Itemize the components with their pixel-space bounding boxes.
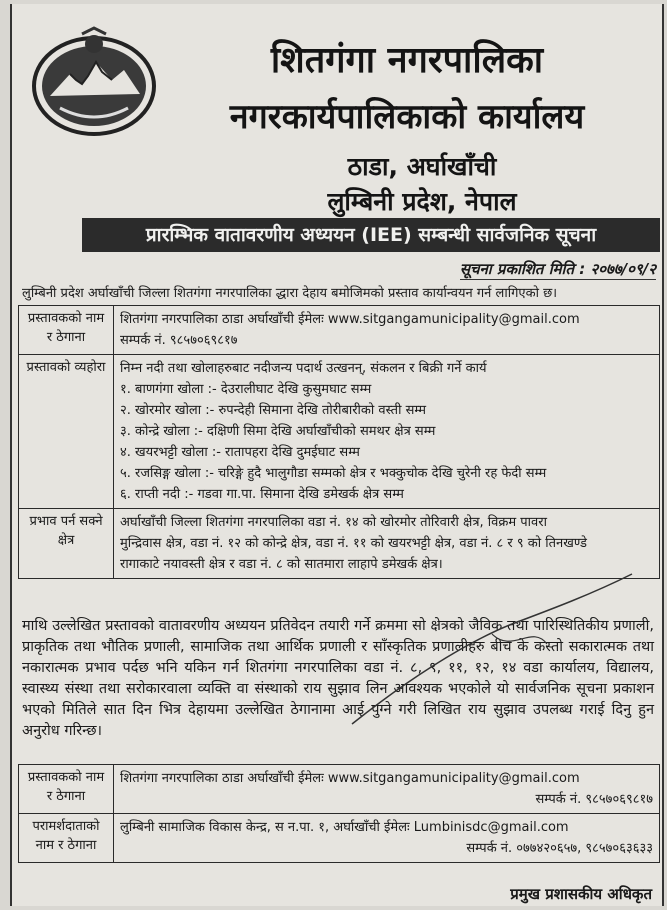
main-paragraph: माथि उल्लेखित प्रस्तावको वातावरणीय अध्ययन प्रतिवेदन तयारी गर्ने क्रममा सो क्षेत्रको जैविक तथा पारिस्थितिकीय प्रणाली, प्राकृतिक तथा भौतिक प्रणाली, सामाजिक तथा आर्थिक प्रणाली र साँस्कृतिक प्रणालीहरु बीच के कस्तो सकारात्मक तथा नकारात्मक प्रभाव पर्दछ भनि यकिन गर्न शितगंगा नगरपालिका वडा नं. ८, ९, ११, १२, १४ वडा कार्यालय, विद्यालय, स्वास्थ्य संस्था तथा सरोकारवाला व्यक्ति वा संस्थाको राय सुझाव लिन आवश्यक भएकोले यो सार्वजनिक सूचना प्रकाशन भएको मितिले सात दिन भित्र देहायमा उल्लेखित ठेगानामा आई पुग्ने गरी लिखित राय सुझाव उपलब्ध गराई दिनु हुन अनुरोध गरिन्छ। (22, 618, 654, 739)
content-line: ५. रजसिङ्ग खोला :- चरिङ्गे हुदै भालुगौडा सम्मको क्षेत्र र भक्कुचोक देखि चुरेनी रह फेदी सम्म (120, 466, 547, 481)
proposal-details-table (18, 305, 660, 579)
content-line: १. बाणगंगा खोला :- देउरालीघाट देखि कुसुमघाट सम्म (120, 382, 372, 397)
content-line: शितगंगा नगरपालिका ठाडा अर्घाखाँची ईमेलः www.sitgangamunicipality@gmail.com (120, 312, 580, 327)
row-label: प्रस्तावको व्यहोरा (19, 355, 114, 509)
content-line: मुन्द्रिवास क्षेत्र, वडा नं. १२ को कोन्द्रे क्षेत्र, वडा नं. ११ को खयरभट्टी क्षेत्र, वडा नं. ८ र ९ को तिनखण्डे (120, 536, 587, 551)
intro-text: लुम्बिनी प्रदेश अर्घाखाँची जिल्ला शितगंगा नगरपालिका द्धारा देहाय बमोजिमको प्रस्ताव कार्यान्वयन गर्न लागिएको छ। (22, 286, 558, 301)
table-row (19, 306, 660, 355)
row-label: प्रस्तावकको नाम र ठेगाना (19, 765, 114, 814)
table-row (19, 765, 660, 814)
row-content (114, 509, 660, 579)
content-line: ६. राप्ती नदी :- गडवा गा.पा. सिमाना देखि डमेखर्क क्षेत्र सम्म (120, 487, 404, 502)
header (12, 4, 662, 214)
office-location: ठाडा, अर्घाखाँची (347, 152, 497, 181)
contact-table (18, 764, 660, 863)
table-row (19, 509, 660, 579)
province-country: लुम्बिनी प्रदेश, नेपाल (327, 187, 517, 216)
content-line: लुम्बिनी सामाजिक विकास केन्द्र, स न.पा. १, अर्घाखाँची ईमेलः Lumbinisdc@gmail.com (120, 820, 569, 835)
row-label: प्रभाव पर्न सक्ने क्षेत्र (19, 509, 114, 579)
content-line: सम्पर्क नं. ९८५७०६९८१७ (535, 792, 653, 807)
content-line: रागाकाटे नयावस्ती क्षेत्र र वडा नं. ८ को सातमारा लाहापे डमेखर्क क्षेत्र। (120, 557, 443, 572)
row-content (114, 355, 660, 509)
municipality-name: शितगंगा नगरपालिका (270, 40, 544, 81)
content-line: सम्पर्क नं. ०७७४२०६५७, ९८५७०६३६३३ (466, 841, 653, 856)
table-row (19, 814, 660, 863)
nepal-emblem-icon (30, 26, 158, 138)
content-line: ३. कोन्द्रे खोला :- दक्षिणी सिमा देखि अर्घाखाँचीको समथर क्षेत्र सम्म (120, 424, 436, 439)
content-line: शितगंगा नगरपालिका ठाडा अर्घाखाँची ईमेलः www.sitgangamunicipality@gmail.com (120, 771, 580, 786)
row-label: प्रस्तावकको नाम र ठेगाना (19, 306, 114, 355)
row-content (114, 814, 660, 863)
row-content (114, 765, 660, 814)
content-line: २. खोरमोर खोला :- रुपन्देही सिमाना देखि तोरीबारीको वस्ती सम्म (120, 403, 427, 418)
row-label: परामर्शदाताको नाम र ठेगाना (19, 814, 114, 863)
content-line: अर्घाखाँची जिल्ला शितगंगा नगरपालिका वडा नं. १४ को खोरमोर तोरिवारी क्षेत्र, विक्रम पावरा (120, 515, 547, 530)
content-line: ४. खयरभट्टी खोला :- रातापहरा देखि दुमईघाट सम्म (120, 445, 360, 460)
publish-date: सूचना प्रकाशित मिति : २०७७/०९/२ (459, 260, 656, 278)
content-line: निम्न नदी तथा खोलाहरुबाट नदीजन्य पदार्थ उत्खनन्, संकलन र बिक्री गर्ने कार्य (120, 361, 487, 376)
notice-page (10, 4, 664, 906)
row-content (114, 306, 660, 355)
office-name: नगरकार्यपालिकाको कार्यालय (229, 97, 585, 137)
content-line: सम्पर्क नं. ९८५७०६९८१७ (120, 333, 238, 348)
signatory-title: प्रमुख प्रशासकीय अधिकृत (510, 885, 652, 903)
table-row (19, 355, 660, 509)
notice-title-banner: प्रारम्भिक वातावरणीय अध्ययन (IEE) सम्बन्धी सार्वजनिक सूचना (82, 218, 660, 252)
